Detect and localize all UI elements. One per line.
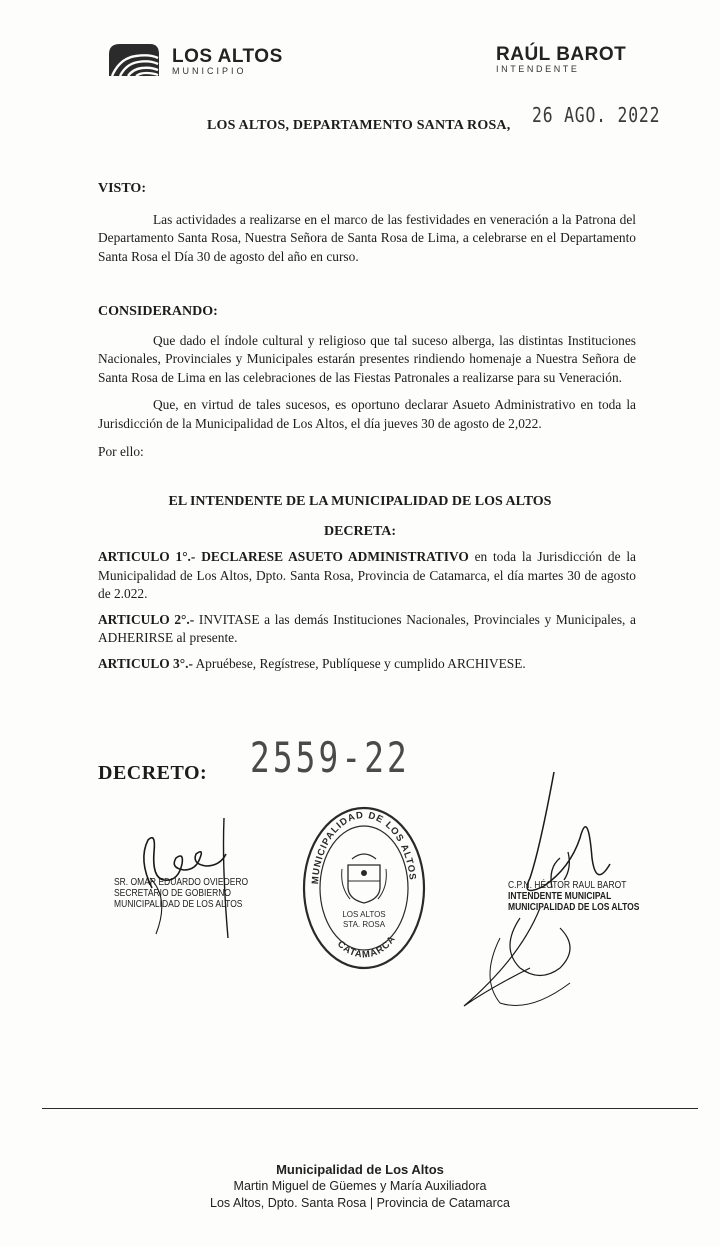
seal-inner-bottom: STA. ROSA <box>342 920 386 929</box>
brand-subtitle: MUNICIPIO <box>172 66 247 76</box>
right-signature-block <box>508 880 639 913</box>
article-1-label: ARTICULO 1°.- <box>98 549 196 564</box>
article-1-bold: DECLARESE ASUETO ADMINISTRATIVO <box>201 549 469 564</box>
footer-location: Los Altos, Dpto. Santa Rosa | Provincia de Catamarca <box>210 1196 510 1210</box>
considerando-heading: CONSIDERANDO: <box>98 304 218 319</box>
considerando-section <box>98 303 636 461</box>
article-2-label: ARTICULO 2°.- <box>98 611 195 627</box>
footer <box>0 1161 720 1212</box>
visto-heading: VISTO: <box>98 181 146 196</box>
articles <box>98 548 636 674</box>
place-line: LOS ALTOS, DEPARTAMENTO SANTA ROSA, <box>207 118 511 133</box>
los-altos-logo-icon <box>106 40 162 80</box>
municipal-seal-icon <box>300 803 428 973</box>
article-1 <box>98 548 636 604</box>
decree-number: 2559-22 <box>250 733 410 782</box>
considerando-paragraph-2: Que, en virtud de tales sucesos, es oportuno declarar Asueto Administrativo en toda la Jurisdicción de la Municipalidad de Los Altos, el día jueves 30 de agosto de 2,022. <box>98 397 636 431</box>
article-1-text: en toda la Jurisdicción de la Municipalidad de Los Altos, Dpto. Santa Rosa, Provincia de Catamarca, el día martes 30 de agosto de 2.022. <box>98 549 636 602</box>
seal-outer-text: MUNICIPALIDAD DE LOS ALTOS <box>309 809 418 885</box>
left-signature-block <box>114 877 248 910</box>
visto-text: Las actividades a realizarse en el marco de las festividades en veneración a la Patrona del Departamento Santa Rosa, Nuestra Señora de Santa Rosa de Lima, a celebrarse en el Departamento Santa Rosa el Día 30 de agosto del año en curso. <box>98 211 636 264</box>
seal-inner-top: LOS ALTOS <box>342 910 386 919</box>
article-3 <box>98 655 636 674</box>
article-3-text: Apruébese, Regístrese, Publíquese y cumplido ARCHIVESE. <box>195 655 526 671</box>
considerando-paragraph-1: Que dado el índole cultural y religioso que tal suceso alberga, las distintas Instituciones Nacionales, Provinciales y Municipales estarán presentes rindiendo homenaje a Nuestra Señora de Santa Rosa de Lima en las celebraciones de las Fiestas Patronales a realizarse para su Veneración. <box>98 332 636 385</box>
footer-org: Municipalidad de Los Altos <box>276 1162 444 1177</box>
right-signer-org: MUNICIPALIDAD DE LOS ALTOS <box>508 902 640 913</box>
left-signer-name: SR. OMAR EDUARDO OVIEDERO <box>114 877 249 888</box>
right-signer-role: INTENDENTE MUNICIPAL <box>508 891 612 902</box>
brand-name: LOS ALTOS <box>172 46 283 67</box>
visto-section <box>98 180 636 266</box>
footer-divider <box>42 1108 698 1109</box>
decree-label: DECRETO: <box>98 762 208 784</box>
article-2 <box>98 611 636 648</box>
article-2-text: INVITASE a las demás Instituciones Nacionales, Provinciales y Municipales, a ADHERIRSE al presente. <box>98 611 636 646</box>
mayor-role: INTENDENTE <box>496 64 580 74</box>
coat-of-arms-icon <box>342 854 387 903</box>
brand <box>172 46 283 76</box>
svg-text:CATAMARCA <box>335 933 398 960</box>
mayor-block <box>496 44 626 74</box>
footer-address: Martin Miguel de Güemes y María Auxiliadora <box>233 1179 487 1193</box>
right-signer-name: C.P.N. HÉCTOR RAUL BAROT <box>508 880 627 891</box>
letterhead <box>0 38 720 88</box>
por-ello: Por ello: <box>98 443 144 459</box>
date-stamp: 26 AGO. 2022 <box>532 103 661 127</box>
left-signer-role: SECRETARIO DE GOBIERNO <box>114 888 231 899</box>
mayor-name: RAÚL BAROT <box>496 44 627 65</box>
decreta-heading: DECRETA: <box>323 524 397 539</box>
seal-bottom-text: CATAMARCA <box>334 933 399 961</box>
left-signer-org: MUNICIPALIDAD DE LOS ALTOS <box>114 899 243 910</box>
authority-title: EL INTENDENTE DE LA MUNICIPALIDAD DE LOS ALTOS <box>168 494 552 509</box>
article-3-label: ARTICULO 3°.- <box>98 655 193 671</box>
